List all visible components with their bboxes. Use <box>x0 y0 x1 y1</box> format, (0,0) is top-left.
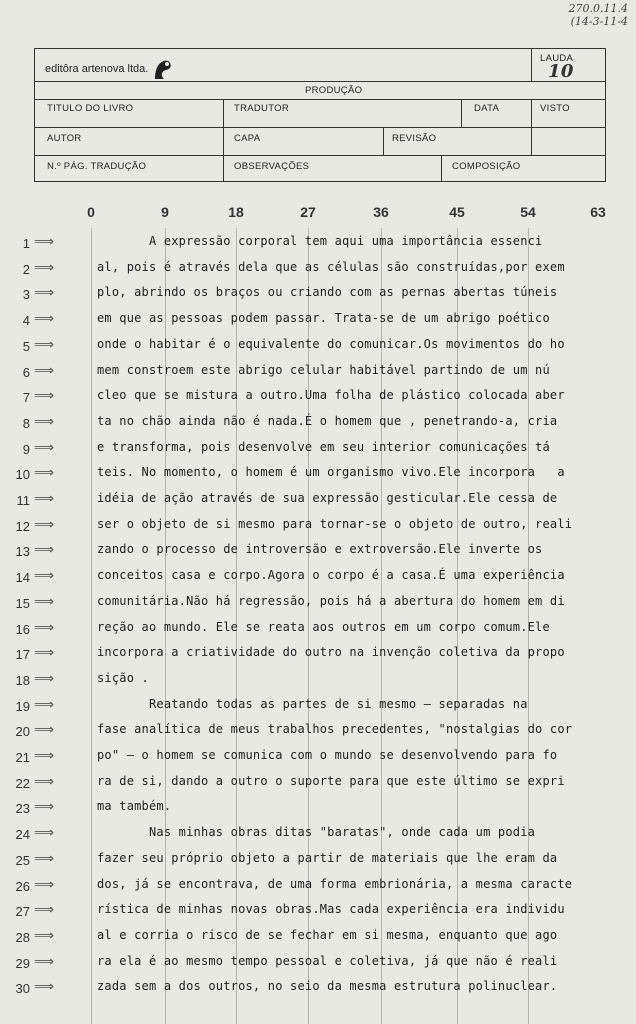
line-arrow-icon: ⟹ <box>34 413 55 430</box>
line-text: dos, já se encontrava, de uma forma embrionária, a mesma caracte <box>97 876 573 891</box>
ruler-mark: 63 <box>590 204 606 220</box>
line-number: 22 <box>15 775 30 791</box>
line-arrow-icon: ⟹ <box>34 748 55 764</box>
text-line <box>0 797 636 823</box>
line-text: al e corria o risco de se fechar em si mesma, enquanto que ago <box>97 927 558 942</box>
line-number: 2 <box>22 261 30 277</box>
line-number: 18 <box>15 672 30 688</box>
line-text: incorpora a criatividade do outro na invenção coletiva da propo <box>97 645 565 660</box>
line-arrow-icon: ⟹ <box>34 388 55 405</box>
line-text: zando o processo de introversão e extroversão.Ele inverte os <box>97 542 543 557</box>
text-line <box>0 489 636 515</box>
visto-field <box>531 99 605 127</box>
text-line <box>0 772 636 798</box>
text-line <box>0 618 636 644</box>
titulo-field <box>35 99 223 127</box>
line-arrow-icon: ⟹ <box>34 670 55 687</box>
line-text: rística de minhas novas obras.Mas cada experiência era individu <box>97 902 565 917</box>
text-line <box>0 412 636 438</box>
tradutor-label: TRADUTOR <box>234 103 290 114</box>
observacoes-field <box>223 155 441 181</box>
line-number: 4 <box>22 313 30 329</box>
line-arrow-icon: ⟹ <box>34 439 55 456</box>
text-line <box>0 361 636 387</box>
line-text: A expressão corporal tem aqui uma importância essenci <box>97 234 543 248</box>
line-arrow-icon: ⟹ <box>34 568 55 585</box>
line-number: 20 <box>15 724 30 740</box>
ruler-mark: 54 <box>520 204 536 220</box>
capa-label: CAPA <box>234 133 261 144</box>
line-number: 8 <box>22 415 30 431</box>
line-text: fazer seu próprio objeto a partir de materiais que lhe eram da <box>97 850 558 865</box>
line-text: mem constroem este abrigo celular habitável partindo de um nú <box>97 362 550 377</box>
line-arrow-icon: ⟹ <box>34 311 55 328</box>
titulo-label: TITULO DO LIVRO <box>47 103 134 114</box>
text-line <box>0 283 636 309</box>
text-line <box>0 232 636 258</box>
line-arrow-icon: ⟹ <box>34 336 55 353</box>
line-number: 19 <box>15 698 30 714</box>
line-arrow-icon: ⟹ <box>34 927 55 944</box>
line-text: reção ao mundo. Ele se reata aos outros em um corpo comum.Ele <box>97 619 550 634</box>
line-number: 14 <box>15 570 30 586</box>
line-text: ser o objeto de si mesmo para tornar-se o objeto de outro, reali <box>97 516 573 531</box>
line-arrow-icon: ⟹ <box>34 259 55 276</box>
line-number: 11 <box>16 493 30 508</box>
blank-field <box>531 127 605 155</box>
line-text: al, pois é através dela que as células são construídas,por exem <box>97 259 565 274</box>
line-text: ta no chão ainda não é nada.É o homem que , penetrando-a, cria <box>97 413 558 428</box>
line-text: Reatando todas as partes de si mesmo — separadas na <box>97 696 528 711</box>
tradutor-field <box>223 99 461 127</box>
line-number: 28 <box>15 929 30 945</box>
text-line <box>0 823 636 849</box>
line-arrow-icon: ⟹ <box>34 619 55 636</box>
producao-label: PRODUÇÃO <box>305 85 363 96</box>
line-arrow-icon: ⟹ <box>34 362 55 379</box>
line-text: fase analítica de meus trabalhos precedentes, "nostalgias do cor <box>97 722 573 737</box>
line-arrow-icon: ⟹ <box>34 953 55 970</box>
line-arrow-icon: ⟹ <box>34 850 55 867</box>
text-line <box>0 952 636 978</box>
line-number: 1 <box>22 236 30 251</box>
line-number: 7 <box>22 390 30 406</box>
line-arrow-icon: ⟹ <box>34 234 55 250</box>
line-number: 21 <box>15 750 30 765</box>
line-number: 6 <box>22 364 30 380</box>
ruler-mark: 9 <box>161 204 169 220</box>
data-label: DATA <box>474 103 500 114</box>
text-line <box>0 720 636 746</box>
line-arrow-icon: ⟹ <box>34 696 55 713</box>
line-arrow-icon: ⟹ <box>34 542 55 559</box>
producao-row <box>35 81 605 99</box>
line-number: 24 <box>15 827 30 843</box>
line-text: conceitos casa e corpo.Agora o corpo é a casa.É uma experiência <box>97 568 565 583</box>
ruler-mark: 0 <box>87 204 95 220</box>
corner-note-line: 270.0.11.4 <box>568 2 628 15</box>
data-field <box>461 99 531 127</box>
line-arrow-icon: ⟹ <box>34 722 55 739</box>
text-line <box>0 566 636 592</box>
npag-field <box>35 155 223 181</box>
line-number: 26 <box>15 878 30 894</box>
line-number: 15 <box>15 595 30 611</box>
line-number: 13 <box>15 544 30 560</box>
text-line <box>0 335 636 361</box>
line-text: em que as pessoas podem passar. Trata-se de um abrigo poético <box>97 311 550 326</box>
line-arrow-icon: ⟹ <box>34 876 55 893</box>
ruler-mark: 27 <box>300 204 316 220</box>
revisao-label: REVISÃO <box>392 133 437 144</box>
line-text: ra ela é ao mesmo tempo pessoal e coletiva, já que não é reali <box>97 953 558 968</box>
line-text: cleo que se mistura a outro.Uma folha de plástico colocada aber <box>97 388 565 403</box>
line-arrow-icon: ⟹ <box>34 516 55 533</box>
line-number: 10 <box>15 467 30 483</box>
lauda-cell <box>531 49 605 81</box>
line-text: zada sem a dos outros, no seio da mesma estrutura polinuclear. <box>97 979 558 994</box>
text-line <box>0 463 636 489</box>
publisher-logo <box>45 57 174 81</box>
line-text: teis. No momento, o homem é um organismo vivo.Ele incorpora a <box>97 465 565 480</box>
line-number: 16 <box>15 621 30 637</box>
text-line <box>0 258 636 284</box>
text-line <box>0 746 636 772</box>
line-text: po" — o homem se comunica com o mundo se desenvolvendo para fo <box>97 748 558 762</box>
production-form <box>34 48 606 182</box>
line-number: 12 <box>15 518 30 534</box>
corner-note-line: (14-3-11-4 <box>570 15 628 28</box>
corner-handwritten-note <box>569 2 628 28</box>
line-text: sição . <box>97 670 149 685</box>
line-arrow-icon: ⟹ <box>34 979 55 996</box>
ruler-mark: 36 <box>373 204 389 220</box>
line-arrow-icon: ⟹ <box>34 773 55 790</box>
text-line <box>0 643 636 669</box>
text-line <box>0 695 636 721</box>
line-arrow-icon: ⟹ <box>34 645 55 662</box>
line-number: 29 <box>15 955 30 971</box>
line-arrow-icon: ⟹ <box>34 593 55 610</box>
text-line <box>0 849 636 875</box>
line-arrow-icon: ⟹ <box>34 902 55 919</box>
line-number: 27 <box>15 904 30 920</box>
text-line <box>0 977 636 1003</box>
line-arrow-icon: ⟹ <box>34 491 55 507</box>
visto-label: VISTO <box>540 103 570 114</box>
text-line <box>0 875 636 901</box>
autor-field <box>35 127 223 155</box>
line-number: 17 <box>15 647 30 663</box>
line-text: ma também. <box>97 799 172 814</box>
text-line <box>0 900 636 926</box>
composicao-field <box>441 155 605 181</box>
text-line <box>0 669 636 695</box>
line-text: idéia de ação através de sua expressão gesticular.Ele cessa de <box>97 491 558 505</box>
line-text: onde o habitar é o equivalente do comunicar.Os movimentos do ho <box>97 336 565 351</box>
line-arrow-icon: ⟹ <box>34 465 55 482</box>
ruler-mark: 18 <box>228 204 244 220</box>
line-text: ra de si, dando a outro o suporte para que este último se expri <box>97 773 565 788</box>
observacoes-label: OBSERVAÇÕES <box>234 161 310 172</box>
ruler-mark: 45 <box>449 204 465 220</box>
line-arrow-icon: ⟹ <box>34 799 55 816</box>
line-arrow-icon: ⟹ <box>34 285 55 302</box>
line-number: 3 <box>22 287 30 303</box>
text-line <box>0 926 636 952</box>
text-line <box>0 438 636 464</box>
lauda-number: 10 <box>548 61 574 82</box>
line-number: 5 <box>22 338 30 354</box>
text-line <box>0 540 636 566</box>
line-number: 9 <box>22 441 30 457</box>
line-text: plo, abrindo os braços ou criando com as pernas abertas túneis <box>97 285 558 300</box>
text-line <box>0 309 636 335</box>
line-arrow-icon: ⟹ <box>34 825 55 842</box>
autor-label: AUTOR <box>47 133 82 144</box>
lauda-label: LAUDA <box>540 53 574 64</box>
npag-label: N.º PÁG. TRADUÇÃO <box>47 161 147 172</box>
revisao-field <box>383 127 531 155</box>
line-number: 30 <box>15 981 30 997</box>
capa-field <box>223 127 383 155</box>
line-number: 25 <box>15 852 30 868</box>
logo-text: editôra artenova ltda. <box>45 63 149 75</box>
column-ruler <box>0 204 636 224</box>
composicao-label: COMPOSIÇÃO <box>452 161 521 172</box>
line-text: Nas minhas obras ditas "baratas", onde cada um podia <box>97 825 536 840</box>
logo-mark-icon <box>152 57 174 81</box>
line-number: 23 <box>15 801 30 817</box>
text-line <box>0 592 636 618</box>
line-text: e transforma, pois desenvolve em seu interior comunicações tá <box>97 439 550 454</box>
line-text: comunitária.Não há regressão, pois há a abertura do homem em di <box>97 593 565 608</box>
text-line <box>0 515 636 541</box>
text-line <box>0 386 636 412</box>
